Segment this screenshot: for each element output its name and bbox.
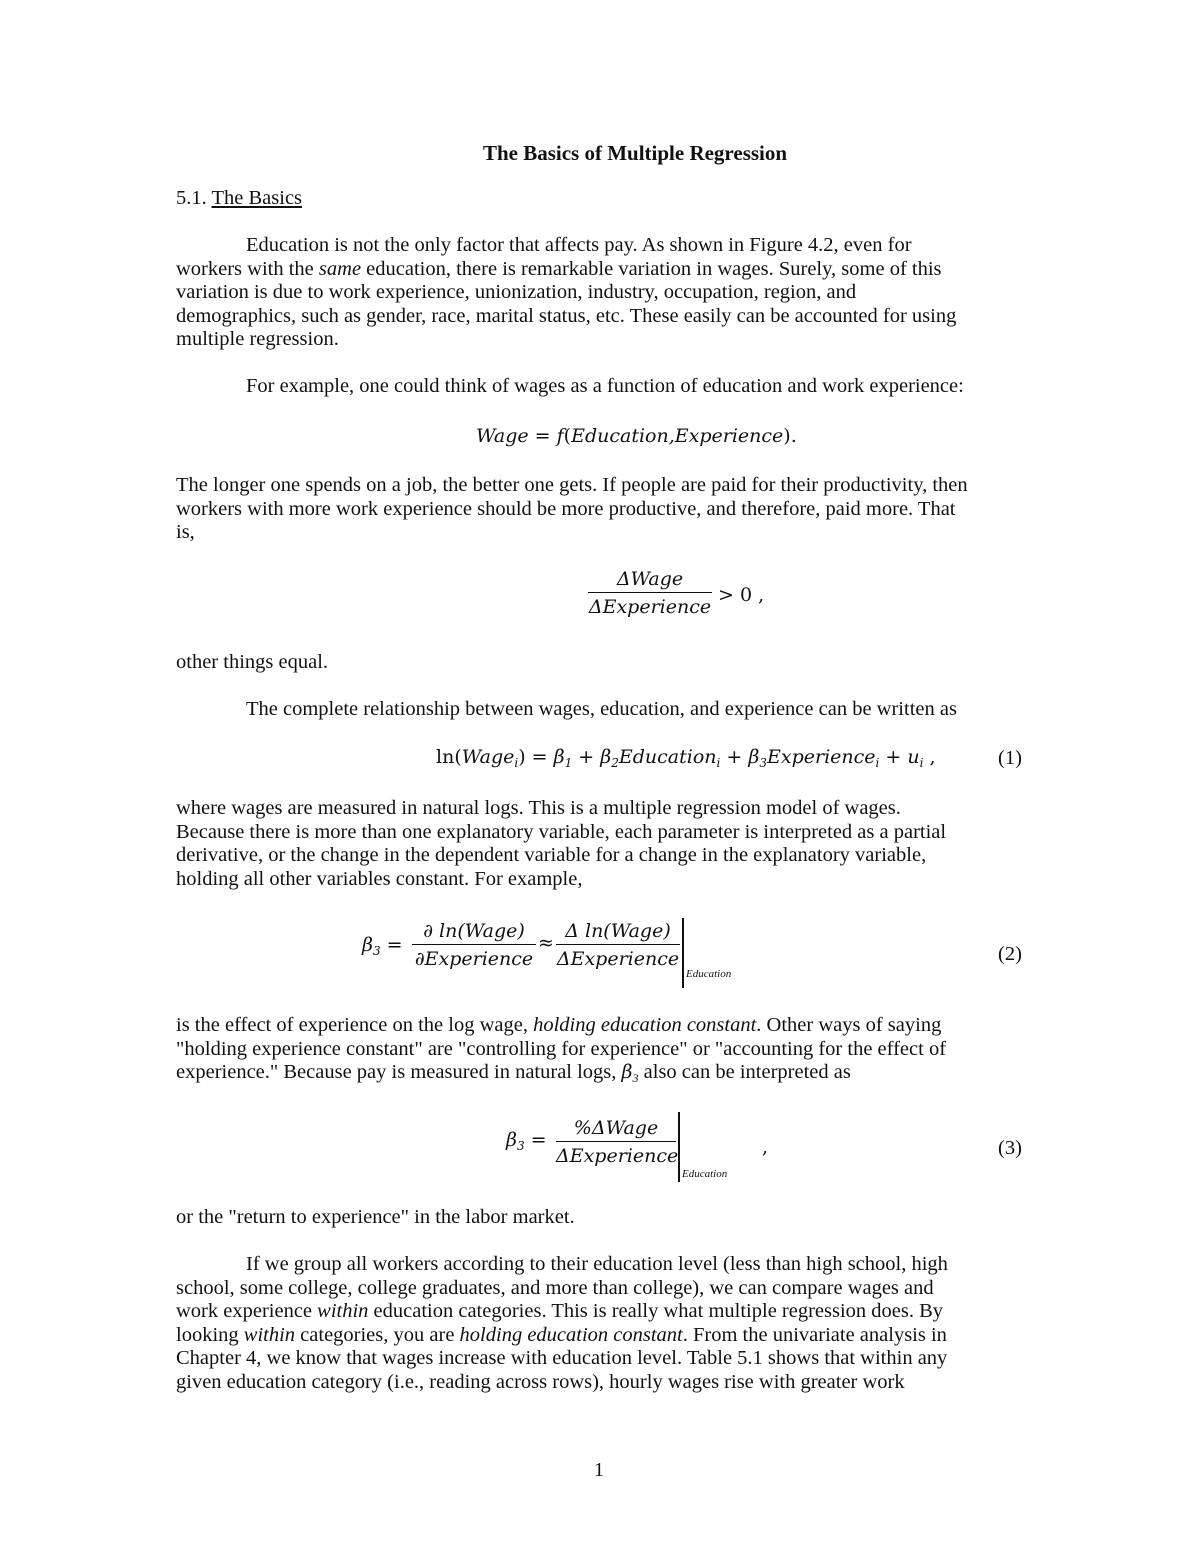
paragraph-function-intro [176, 375, 1096, 399]
paragraph-other-things-equal [176, 651, 1096, 675]
beta-symbol: β [621, 1061, 633, 1083]
paragraph-effect-of-experience [176, 1014, 1096, 1091]
equation-3-lhs: $\beta_3$ = [506, 1129, 547, 1153]
equation-wage-function: Wage = f(Education,Experience). [476, 425, 797, 447]
condition-education: Education [686, 968, 732, 980]
paragraph-education-groups [176, 1253, 1096, 1394]
text-line: The complete relationship between wages, education, and experience can be written as [246, 698, 957, 720]
text-line: workers with more work experience should be more productive, and therefore, paid more. That [176, 497, 956, 520]
evaluation-bar [682, 918, 684, 988]
equation-2-lhs: $\beta_3$ = [362, 934, 403, 958]
paragraph-complete-relationship [176, 698, 1096, 722]
document-title: The Basics of Multiple Regression [482, 141, 788, 165]
page-number: 1 [594, 1459, 604, 1481]
section-name: The Basics [211, 187, 303, 209]
inequality-greater-than-zero: > 0 , [718, 584, 765, 606]
text-line: multiple regression. [176, 328, 339, 350]
section-heading [176, 187, 302, 211]
text-line: other things equal. [176, 651, 329, 673]
text-line: school, some college, college graduates, and more than college), we can compare wages and [176, 1276, 934, 1299]
paragraph-multiple-regression-model [176, 797, 1096, 891]
text-line: derivative, or the change in the dependent variable for a change in the explanatory variable, [176, 844, 927, 866]
equation-3-comma: , [762, 1136, 769, 1158]
paragraph-return-to-experience [176, 1206, 1096, 1230]
text-line: Chapter 4, we know that wages increase with education level. Table 5.1 shows that within any [176, 1347, 948, 1369]
text-line: looking within categories, you are holding education constant. From the univariate analysis in [176, 1323, 947, 1346]
paragraph-experience-productivity [176, 474, 1096, 545]
section-number: 5.1. [176, 187, 207, 209]
condition-education: Education [682, 1168, 728, 1180]
text-line: workers with the same education, there is remarkable variation in wages. Surely, some of this [176, 257, 942, 280]
equation-wage-experience-fraction: ΔWage ΔExperience [588, 568, 712, 618]
text-line: Because there is more than one explanatory variable, each parameter is interpreted as a partial [176, 820, 947, 843]
evaluation-bar [678, 1112, 680, 1182]
equation-number-3: (3) [998, 1137, 1022, 1159]
text-line: "holding experience constant" are "controlling for experience" or "accounting for the effect of [176, 1037, 947, 1060]
emphasis-within: within [317, 1300, 369, 1322]
equation-number-2: (2) [998, 943, 1022, 965]
equation-2-difference-ratio: Δ ln(Wage) ΔExperience [556, 920, 680, 970]
text-line: where wages are measured in natural logs. This is a multiple regression model of wages. [176, 797, 901, 819]
paragraph-education-factor [176, 234, 1096, 352]
emphasis-same: same [318, 257, 362, 280]
equation-2-partial-derivative: ∂ ln(Wage) ∂Experience [412, 920, 536, 970]
emphasis-within: within [243, 1323, 296, 1346]
text-line: experience." Because pay is measured in natural logs, $\beta_3$ also can be interpreted as [176, 1061, 851, 1085]
equation-number-1: (1) [998, 747, 1022, 769]
text-line: work experience within education categories. This is really what multiple regression does. By [176, 1300, 944, 1322]
text-line: The longer one spends on a job, the better one gets. If people are paid for their productivity, then [176, 474, 968, 496]
text-line: variation is due to work experience, unionization, industry, occupation, region, and [176, 281, 857, 303]
text-line: is the effect of experience on the log wage, holding education constant. Other ways of saying [176, 1014, 942, 1036]
approx-symbol: ≈ [538, 932, 554, 954]
text-line: demographics, such as gender, race, marital status, etc. These easily can be accounted for using [176, 304, 957, 327]
text-line: is, [176, 521, 195, 543]
equation-3-percent-ratio: %ΔWage ΔExperience [556, 1117, 679, 1167]
text-line: For example, one could think of wages as a function of education and work experience: [246, 375, 964, 397]
emphasis-holding-education: holding education constant [533, 1014, 757, 1036]
text-line: Education is not the only factor that affects pay. As shown in Figure 4.2, even for [246, 234, 912, 256]
text-line: If we group all workers according to their education level (less than high school, high [246, 1253, 948, 1275]
equation-1-regression-model: ln(Wage$_i$) = $\beta_1$ + $\beta_2Education_i$ + $\beta_3Experience_i + u_i$ , [436, 746, 936, 770]
text-line: given education category (i.e., reading across rows), hourly wages rise with greater work [176, 1370, 905, 1393]
text-line: or the "return to experience" in the labor market. [176, 1206, 575, 1228]
text-line: holding all other variables constant. For example, [176, 867, 583, 890]
emphasis-holding-education: holding education constant [459, 1323, 683, 1346]
